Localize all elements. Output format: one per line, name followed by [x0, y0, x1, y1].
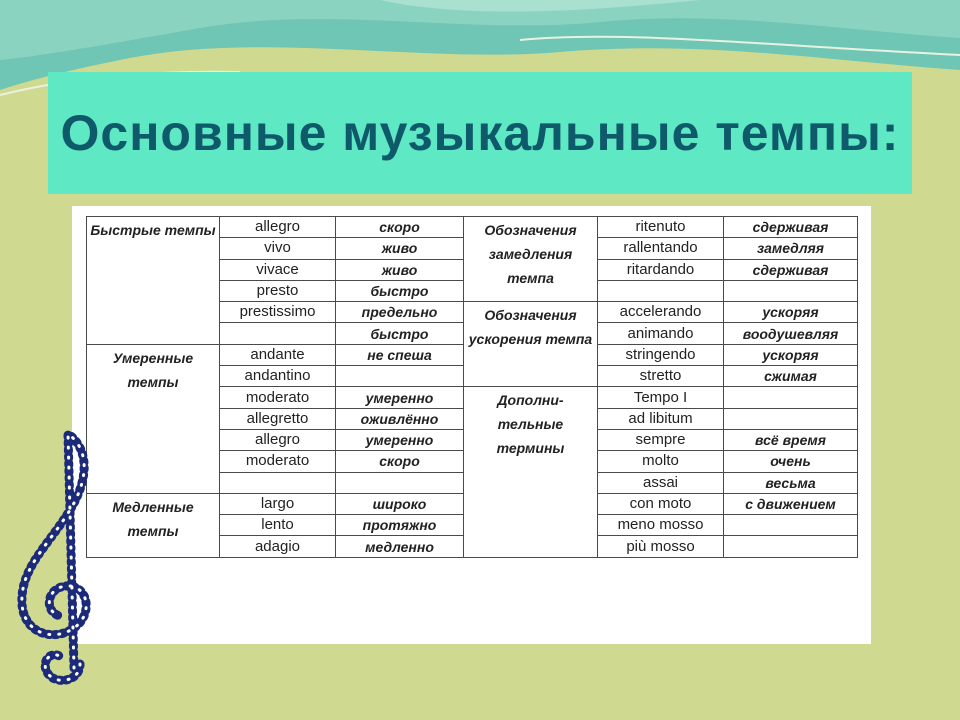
page-title: Основные музыкальные темпы:: [60, 105, 900, 161]
tempo-table: [86, 216, 858, 558]
translation-cell: медленно: [336, 536, 464, 557]
term-cell: vivace: [220, 259, 336, 280]
term-cell: con moto: [598, 493, 724, 514]
translation-cell: быстро: [336, 280, 464, 301]
category-cell: Обозначения ускорения темпа: [464, 302, 598, 387]
translation-cell: скоро: [336, 217, 464, 238]
category-cell: Медленные темпы: [87, 493, 220, 557]
term-cell: [598, 280, 724, 301]
translation-cell: сдерживая: [724, 259, 858, 280]
term-cell: sempre: [598, 429, 724, 450]
treble-clef-icon: [8, 428, 118, 690]
term-cell: Tempo I: [598, 387, 724, 408]
translation-cell: воодушевляя: [724, 323, 858, 344]
translation-cell: [724, 536, 858, 557]
term-cell: animando: [598, 323, 724, 344]
translation-cell: протяжно: [336, 515, 464, 536]
term-cell: allegro: [220, 429, 336, 450]
tempo-table-panel: [72, 206, 871, 644]
category-cell: Обозначения замедления темпа: [464, 217, 598, 302]
term-cell: ritardando: [598, 259, 724, 280]
term-cell: moderato: [220, 387, 336, 408]
translation-cell: [724, 387, 858, 408]
term-cell: accelerando: [598, 302, 724, 323]
term-cell: ritenuto: [598, 217, 724, 238]
translation-cell: замедляя: [724, 238, 858, 259]
term-cell: stringendo: [598, 344, 724, 365]
translation-cell: [724, 280, 858, 301]
translation-cell: с движением: [724, 493, 858, 514]
translation-cell: живо: [336, 259, 464, 280]
category-cell: Дополни-тельные термины: [464, 387, 598, 557]
translation-cell: [336, 472, 464, 493]
category-cell: Быстрые темпы: [87, 217, 220, 345]
term-cell: andante: [220, 344, 336, 365]
translation-cell: сдерживая: [724, 217, 858, 238]
translation-cell: очень: [724, 451, 858, 472]
translation-cell: оживлённо: [336, 408, 464, 429]
title-banner: [48, 72, 912, 194]
term-cell: più mosso: [598, 536, 724, 557]
term-cell: stretto: [598, 366, 724, 387]
translation-cell: ускоряя: [724, 344, 858, 365]
translation-cell: предельно: [336, 302, 464, 323]
translation-cell: [336, 366, 464, 387]
translation-cell: живо: [336, 238, 464, 259]
term-cell: ad libitum: [598, 408, 724, 429]
term-cell: vivo: [220, 238, 336, 259]
translation-cell: сжимая: [724, 366, 858, 387]
term-cell: [220, 472, 336, 493]
term-cell: rallentando: [598, 238, 724, 259]
translation-cell: весьма: [724, 472, 858, 493]
translation-cell: быстро: [336, 323, 464, 344]
term-cell: presto: [220, 280, 336, 301]
term-cell: molto: [598, 451, 724, 472]
term-cell: meno mosso: [598, 515, 724, 536]
translation-cell: умеренно: [336, 387, 464, 408]
table-row: [87, 217, 858, 238]
translation-cell: всё время: [724, 429, 858, 450]
translation-cell: умеренно: [336, 429, 464, 450]
term-cell: allegro: [220, 217, 336, 238]
term-cell: assai: [598, 472, 724, 493]
translation-cell: [724, 515, 858, 536]
translation-cell: не спеша: [336, 344, 464, 365]
term-cell: allegretto: [220, 408, 336, 429]
term-cell: andantino: [220, 366, 336, 387]
term-cell: lento: [220, 515, 336, 536]
term-cell: largo: [220, 493, 336, 514]
term-cell: adagio: [220, 536, 336, 557]
translation-cell: скоро: [336, 451, 464, 472]
translation-cell: [724, 408, 858, 429]
term-cell: prestissimo: [220, 302, 336, 323]
term-cell: [220, 323, 336, 344]
term-cell: moderato: [220, 451, 336, 472]
translation-cell: ускоряя: [724, 302, 858, 323]
translation-cell: широко: [336, 493, 464, 514]
category-cell: Умеренные темпы: [87, 344, 220, 493]
